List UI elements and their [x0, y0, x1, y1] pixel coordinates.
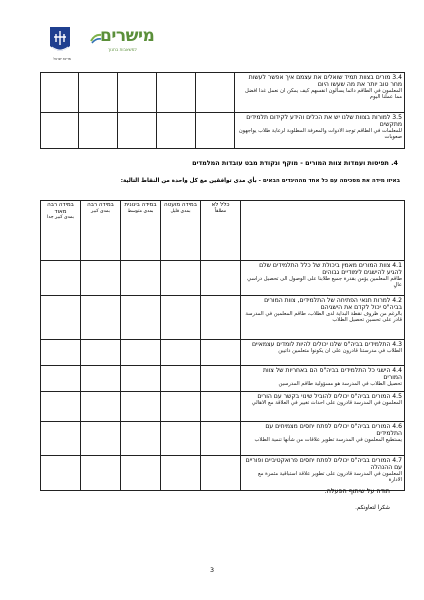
rating-cell[interactable] [81, 296, 121, 340]
top-questionnaire-table [40, 72, 405, 149]
statement-text: 4.1 צוות המורים מאמין ביכולת של כלל התלמידים שלם להגיע להישגים לימודיים גבוהים [259, 262, 402, 276]
rating-cell[interactable] [118, 73, 157, 113]
statement-cell [235, 113, 405, 149]
scale-header-very-large-extent [41, 201, 81, 261]
scale-header-label: במידה מועטה [164, 202, 197, 208]
table-row [41, 261, 405, 296]
statement-translation: للمعلمات في الطاقم توجد الادوات والمعرفة المطلوبة لرعاية طلاب يواجهون صعوبات [238, 128, 402, 140]
rating-cell[interactable] [41, 366, 81, 392]
rating-cell[interactable] [196, 113, 235, 149]
statement-cell [241, 366, 405, 392]
rating-cell[interactable] [41, 73, 79, 113]
brand-logo [90, 26, 156, 54]
scale-header-translation: بمدى كبير جدا [47, 215, 74, 220]
rating-cell[interactable] [41, 296, 81, 340]
table-row [41, 296, 405, 340]
table-row [41, 422, 405, 456]
scale-header-large-extent [81, 201, 121, 261]
rating-cell[interactable] [41, 113, 79, 149]
rating-cell[interactable] [79, 73, 118, 113]
table-row [41, 392, 405, 422]
scale-header-translation: مطلقاً [214, 208, 227, 214]
scale-header-translation: بمدى متوسط [127, 208, 154, 214]
rating-cell[interactable] [121, 422, 161, 456]
rating-cell[interactable] [121, 456, 161, 491]
rating-cell[interactable] [201, 340, 241, 366]
rating-cell[interactable] [161, 296, 201, 340]
rating-cell[interactable] [201, 366, 241, 392]
statement-column-header [241, 201, 405, 261]
rating-cell[interactable] [118, 113, 157, 149]
statement-cell [241, 422, 405, 456]
statement-cell [235, 73, 405, 113]
statement-text: 4.3 התלמידים בביה"ס שלנו יכולים להיות לומדים עצמאיים [252, 341, 402, 348]
section-title: 4. תפיסות ועמדות צוות המורים - מוקף ונקודת מבט עובדות המלמדים [192, 159, 398, 167]
statement-cell [241, 261, 405, 296]
statement-text: 4.7 המורים בביה"ס יכולים לפתח יחסים פרואקטיביים ופוריים עם ההנהלה [245, 457, 402, 471]
statement-cell [241, 392, 405, 422]
scale-header-label: כלל לא [211, 202, 230, 208]
statement-translation: المعلمون في المدرسة قادرون على تطوير علاقة استباقية مثمرة مع الادارة [257, 471, 402, 483]
statement-text: 4.2 למרות תנאי הפתיחה של התלמידים, צוות המורים בביה"ס יכול לקדם את הישגיהם [264, 297, 402, 311]
scale-header-translation: بمدى كبير [91, 208, 110, 214]
statement-text: 4.4 הישגי כל התלמידים בביה"ס הם באחריות של צוות המורים [262, 367, 402, 381]
state-emblem-logo [48, 26, 72, 56]
statement-text: 4.6 המורים בביה"ס יכולים לפתח יחסים מצמיחים עם התלמידים [265, 423, 402, 437]
section-intro: באיזו מידה את מסכימה עם כל אחד מההיגדים הבאים - بأي مدى توافقين مع كل واحدة من النقاط التالية: [120, 178, 400, 184]
scale-header-label: במידה רבה מאוד [47, 202, 74, 215]
scale-header-not-at-all [201, 201, 241, 261]
statement-translation: المعلمون في المدرسة قادرون على احداث تغيير في العلاقة مع الاهالي [251, 400, 402, 406]
rating-cell[interactable] [41, 456, 81, 491]
rating-cell[interactable] [161, 340, 201, 366]
scale-header-label: במידה בינונית [124, 202, 157, 208]
rating-cell[interactable] [41, 261, 81, 296]
rating-cell[interactable] [161, 261, 201, 296]
table-row [41, 366, 405, 392]
rating-cell[interactable] [161, 366, 201, 392]
rating-cell[interactable] [201, 261, 241, 296]
rating-cell[interactable] [161, 422, 201, 456]
scale-header-moderate-extent [121, 201, 161, 261]
rating-cell[interactable] [79, 113, 118, 149]
thanks-arabic: شكرا لتعاونكم. [355, 505, 390, 511]
perceptions-table [40, 200, 405, 491]
rating-cell[interactable] [81, 422, 121, 456]
statement-translation: تحصيل الطلاب في المدرسة هو مسؤولية طاقم المدرسين [278, 381, 402, 387]
statement-text: 3.4 מורים בצוות תמיד שואלים את עצמם איך אפשר לעשות מחר טוב יותר את מה שעשו היום [248, 74, 402, 88]
rating-cell[interactable] [157, 113, 196, 149]
rating-cell[interactable] [121, 366, 161, 392]
rating-cell[interactable] [201, 456, 241, 491]
rating-cell[interactable] [121, 296, 161, 340]
rating-cell[interactable] [41, 392, 81, 422]
statement-translation: يستطيع المعلمون في المدرسة تطوير علاقات من شأنها تنمية الطلاب [254, 437, 402, 443]
thanks-hebrew: תודה על שיתוף הפעלה. [324, 487, 390, 495]
rating-cell[interactable] [161, 392, 201, 422]
table-row [41, 73, 405, 113]
rating-cell[interactable] [41, 422, 81, 456]
statement-cell [241, 456, 405, 491]
statement-translation: بالرغم من ظروف نقطة البداية لدى الطلاب، طاقم المعلمين في المدرسة قادر على تحسين تحصيل الطلاب [245, 311, 402, 323]
rating-cell[interactable] [81, 456, 121, 491]
statement-cell [241, 340, 405, 366]
statement-text: 3.5 למורות בצוות שלנו יש את הכלים והידע לקידום תלמידים מתקשים [246, 114, 402, 128]
table-row [41, 456, 405, 491]
rating-cell[interactable] [201, 296, 241, 340]
page-number: 3 [209, 566, 215, 574]
brand-tagline: למשאבות בתנוך [108, 47, 137, 52]
statement-cell [241, 296, 405, 340]
emblem-caption: מדינת ישראל [53, 57, 71, 61]
rating-cell[interactable] [81, 366, 121, 392]
rating-cell[interactable] [196, 73, 235, 113]
rating-cell[interactable] [121, 392, 161, 422]
rating-cell[interactable] [81, 392, 121, 422]
rating-cell[interactable] [81, 261, 121, 296]
rating-cell[interactable] [201, 422, 241, 456]
rating-cell[interactable] [81, 340, 121, 366]
brand-wordmark: מישרים [100, 26, 155, 46]
statement-text: 4.5 המורים בביה"ס יכולים להוביל שינוי בקשר עם הורים [257, 393, 402, 400]
rating-cell[interactable] [41, 340, 81, 366]
rating-cell[interactable] [157, 73, 196, 113]
table-header-row [41, 201, 405, 261]
scale-header-small-extent [161, 201, 201, 261]
rating-cell[interactable] [161, 456, 201, 491]
statement-translation: الطلاب في مدرستنا قادرون على ان يكونوا متعلمين ذاتيين [278, 348, 402, 354]
statement-translation: طاقم المعلمين يؤمن بقدرة جميع طلابنا على الوصول الى تحصيل دراسي عالٍ [247, 276, 402, 288]
scale-header-label: במידה רבה [87, 202, 114, 208]
table-row [41, 113, 405, 149]
rating-cell[interactable] [121, 261, 161, 296]
scale-header-translation: بمدى قليل [170, 208, 191, 214]
statement-translation: المعلمون في الطاقم دائما يسألون انفسهم كيف يمكن ان نعمل غدا افضل مما عملنا اليوم [245, 88, 402, 100]
table-row [41, 340, 405, 366]
rating-cell[interactable] [201, 392, 241, 422]
rating-cell[interactable] [121, 340, 161, 366]
